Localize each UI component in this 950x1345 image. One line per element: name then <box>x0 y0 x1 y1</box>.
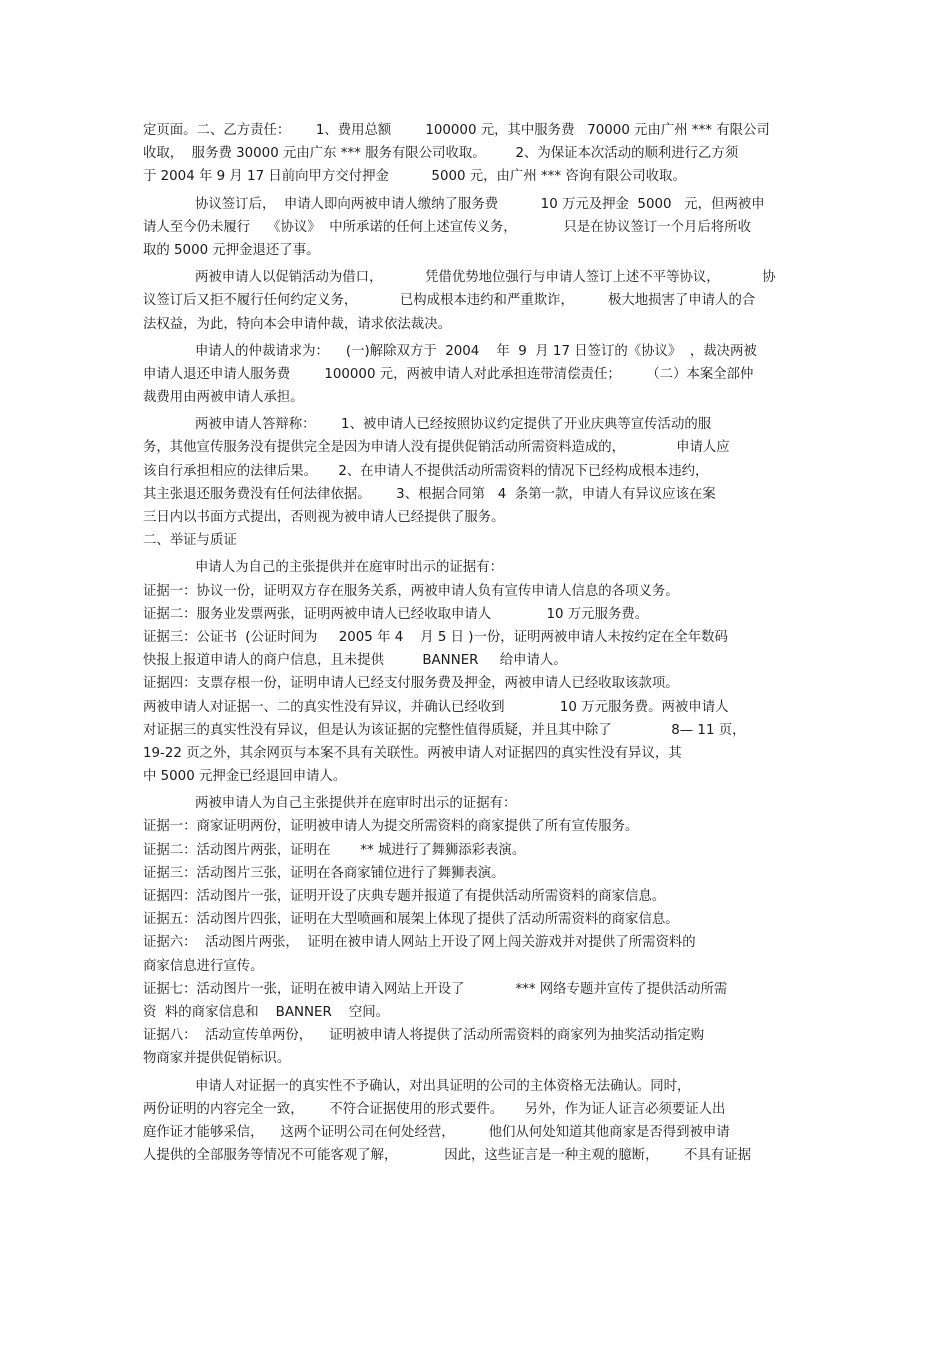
text-line: 证据八： 活动宣传单两份， 证明被申请人将提供了活动所需资料的商家列为抽奖活动指定购 <box>143 1028 705 1044</box>
text-line: 证据四：活动图片一张，证明开设了庆典专题并报道了有提供活动所需资料的商家信息。 <box>143 889 666 904</box>
text-line: 请人至今仍未履行 《协议》 中所承诺的任何上述宣传义务， 只是在协议签订一个月后将所收 <box>143 219 751 235</box>
text-line: 庭作证才能够采信， 这两个证明公司在何处经营， 他们从何处知道其他商家是否得到被申请 <box>143 1124 730 1140</box>
text-line: 于 2004 年 9 月 17 日前向甲方交付押金 5000 元，由广州 *** 咨询有限公司收取。 <box>143 169 686 185</box>
text-line: 快报上报道申请人的商户信息，且未提供 BANNER 给申请人。 <box>143 653 567 669</box>
text-line: 协议签订后， 申请人即向两被申请人缴纳了服务费 10 万元及押金 5000 元，但两被申 <box>195 196 765 212</box>
text-line: 三日内以书面方式提出，否则视为被申请人已经提供了服务。 <box>143 510 505 525</box>
text-line: 证据五：活动图片四张，证明在大型喷画和展架上体现了提供了活动所需资料的商家信息。 <box>143 912 679 928</box>
text-line: 两被申请人对证据一、二的真实性没有异议，并确认已经收到 10 万元服务费。两被申请人 <box>143 699 729 715</box>
text-line: 务，其他宣传服务没有提供完全是因为申请人没有提供促销活动所需资料造成的， 申请人应 <box>143 440 730 456</box>
text-line: 证据一：协议一份，证明双方存在服务关系，两被申请人负有宣传申请人信息的各项义务。 <box>143 583 679 599</box>
text-line: 二、举证与质证 <box>143 533 237 549</box>
text-line: 商家信息进行宣传。 <box>143 958 264 974</box>
text-line: 法权益，为此，特向本会申请仲裁，请求依法裁决。 <box>143 316 451 332</box>
text-line: 证据三：活动图片三张，证明在各商家铺位进行了舞狮表演。 <box>143 865 505 881</box>
text-line: 证据三：公证书 (公证时间为 2005 年 4 月 5 日 )一份，证明两被申请人未按约定在全年数码 <box>143 629 728 645</box>
text-line: 申请人退还申请人服务费 100000 元，两被申请人对此承担连带清偿责任； （二）本案全部仲 <box>143 366 754 382</box>
text-line: 申请人为自己的主张提供并在庭审时出示的证据有： <box>195 560 503 576</box>
text-line: 资 料的商家信息和 BANNER 空间。 <box>143 1004 390 1020</box>
text-line: 收取， 服务费 30000 元由广东 *** 服务有限公司收取。 2、为保证本次活动的顺利进行乙方须 <box>143 146 739 162</box>
text-line: 定页面。二、乙方责任： 1、费用总额 100000 元，其中服务费 70000 元由广州 *** 有限公司 <box>143 123 770 138</box>
text-line: 物商家并提供促销标识。 <box>143 1051 291 1067</box>
text-line: 该自行承担相应的法律后果。 2、在申请人不提供活动所需资料的情况下已经构成根本违约， <box>143 463 709 479</box>
text-line: 两份证明的内容完全一致， 不符合证据使用的形式要件。 另外，作为证人证言必须要证人出 <box>143 1101 726 1117</box>
text-line: 证据二：活动图片两张，证明在 ** 城进行了舞狮添彩表演。 <box>143 842 526 858</box>
text-line: 申请人对证据一的真实性不予确认，对出具证明的公司的主体资格无法确认。同时， <box>195 1078 691 1094</box>
text-line: 证据四：支票存根一份，证明申请人已经支付服务费及押金，两被申请人已经收取该款项。 <box>143 676 679 692</box>
document-page <box>143 119 811 1167</box>
text-line: 其主张退还服务费没有任何法律依据。 3、根据合同第 4 条第一款，申请人有异议应该在案 <box>143 486 716 502</box>
text-line: 两被申请人答辩称： 1、被申请人已经按照协议约定提供了开业庆典等宣传活动的服 <box>195 417 712 433</box>
text-line: 取的 5000 元押金退还了事。 <box>143 242 320 258</box>
text-line: 裁费用由两被申请人承担。 <box>143 390 304 406</box>
text-line: 证据二：服务业发票两张，证明两被申请人已经收取申请人 10 万元服务费。 <box>143 606 649 622</box>
text-line: 对证据三的真实性没有异议，但是认为该证据的完整性值得质疑，并且其中除了 8— 11 页， <box>143 722 746 738</box>
text-line: 19-22 页之外，其余网页与本案不具有关联性。两被申请人对证据四的真实性没有异议，其 <box>143 745 682 761</box>
text-line: 两被申请人为自己主张提供并在庭审时出示的证据有： <box>195 796 517 812</box>
text-line: 证据一：商家证明两份，证明被申请人为提交所需资料的商家提供了所有宣传服务。 <box>143 819 639 835</box>
text-line: 人提供的全部服务等情况不可能客观了解， 因此，这些证言是一种主观的臆断， 不具有证据 <box>143 1148 751 1164</box>
text-line: 两被申请人以促销活动为借口， 凭借优势地位强行与申请人签订上述不平等协议， 协 <box>195 270 776 286</box>
text-line: 中 5000 元押金已经退回申请人。 <box>143 769 347 785</box>
text-line: 申请人的仲裁请求为： (一)解除双方于 2004 年 9 月 17 日签订的《协议》 ，裁决两被 <box>195 343 757 359</box>
text-line: 议签订后又拒不履行任何约定义务， 已构成根本违约和严重欺诈， 极大地损害了申请人的合 <box>143 293 756 309</box>
text-line: 证据六： 活动图片两张， 证明在被申请人网站上开设了网上闯关游戏并对提供了所需资料的 <box>143 935 696 951</box>
text-line: 证据七：活动图片一张，证明在被申请入网站上开设了 *** 网络专题并宣传了提供活动所需 <box>143 981 728 997</box>
